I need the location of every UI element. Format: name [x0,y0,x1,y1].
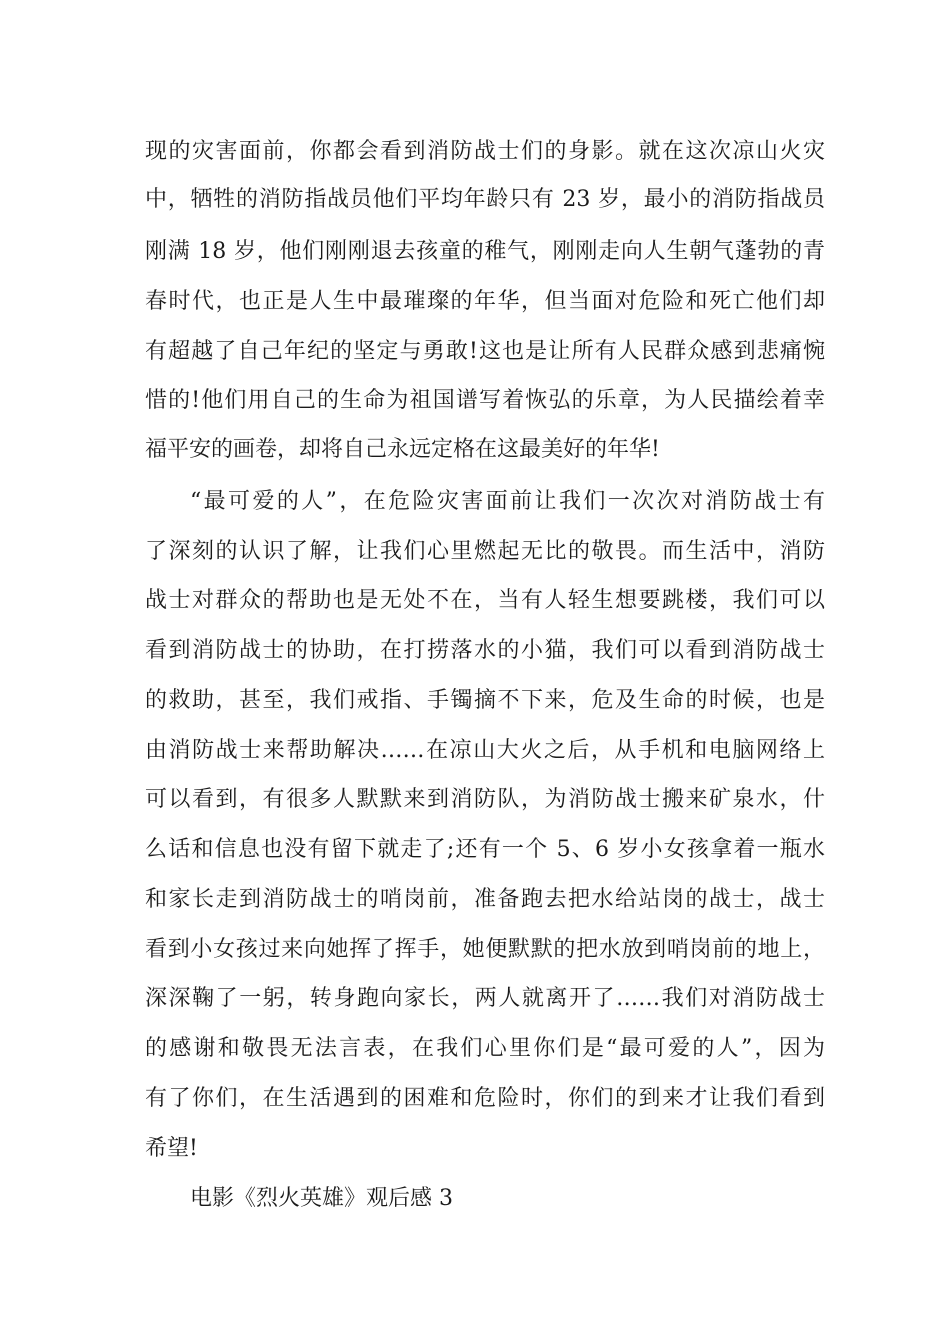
text-line: 深深鞠了一躬，转身跑向家长，两人就离开了……我们对消防战士 [145,986,825,1011]
text-line: 有超越了自己年纪的坚定与勇敢!这也是让所有人民群众感到悲痛惋 [145,339,825,364]
text-line: 了深刻的认识了解，让我们心里燃起无比的敬畏。而生活中，消防 [145,539,825,564]
text-line: 战士对群众的帮助也是无处不在，当有人轻生想要跳楼，我们可以 [145,588,825,613]
text-line: 福平安的画卷，却将自己永远定格在这最美好的年华! [145,437,660,462]
text-line: 的救助，甚至，我们戒指、手镯摘不下来，危及生命的时候，也是 [145,688,825,713]
text-line: “最可爱的人”，在危险灾害面前让我们一次次对消防战士有 [190,489,825,514]
text-line: 希望! [145,1136,198,1161]
text-line: 看到消防战士的协助，在打捞落水的小猫，我们可以看到消防战士 [145,638,825,663]
text-line: 有了你们，在生活遇到的困难和危险时，你们的到来才让我们看到 [145,1086,825,1111]
text-line: 的感谢和敬畏无法言表，在我们心里你们是“最可爱的人”，因为 [145,1036,825,1061]
section-heading: 电影《烈火英雄》观后感 3 [190,1186,453,1211]
text-line: 惜的!他们用自己的生命为祖国谱写着恢弘的乐章，为人民描绘着幸 [145,388,825,413]
text-line: 刚满 18 岁，他们刚刚退去孩童的稚气，刚刚走向人生朝气蓬勃的青 [145,239,825,264]
text-line: 和家长走到消防战士的哨岗前，准备跑去把水给站岗的战士，战士 [145,887,825,912]
text-line: 么话和信息也没有留下就走了;还有一个 5、6 岁小女孩拿着一瓶水 [145,837,825,862]
text-line: 由消防战士来帮助解决……在凉山大火之后，从手机和电脑网络上 [145,738,825,763]
text-line: 春时代，也正是人生中最璀璨的年华，但当面对危险和死亡他们却 [145,289,825,314]
text-line: 中，牺牲的消防指战员他们平均年龄只有 23 岁，最小的消防指战员 [145,187,825,212]
text-line: 看到小女孩过来向她挥了挥手，她便默默的把水放到哨岗前的地上， [145,937,825,962]
text-line: 现的灾害面前，你都会看到消防战士们的身影。就在这次凉山火灾 [145,139,825,164]
text-line: 可以看到，有很多人默默来到消防队，为消防战士搬来矿泉水，什 [145,787,825,812]
